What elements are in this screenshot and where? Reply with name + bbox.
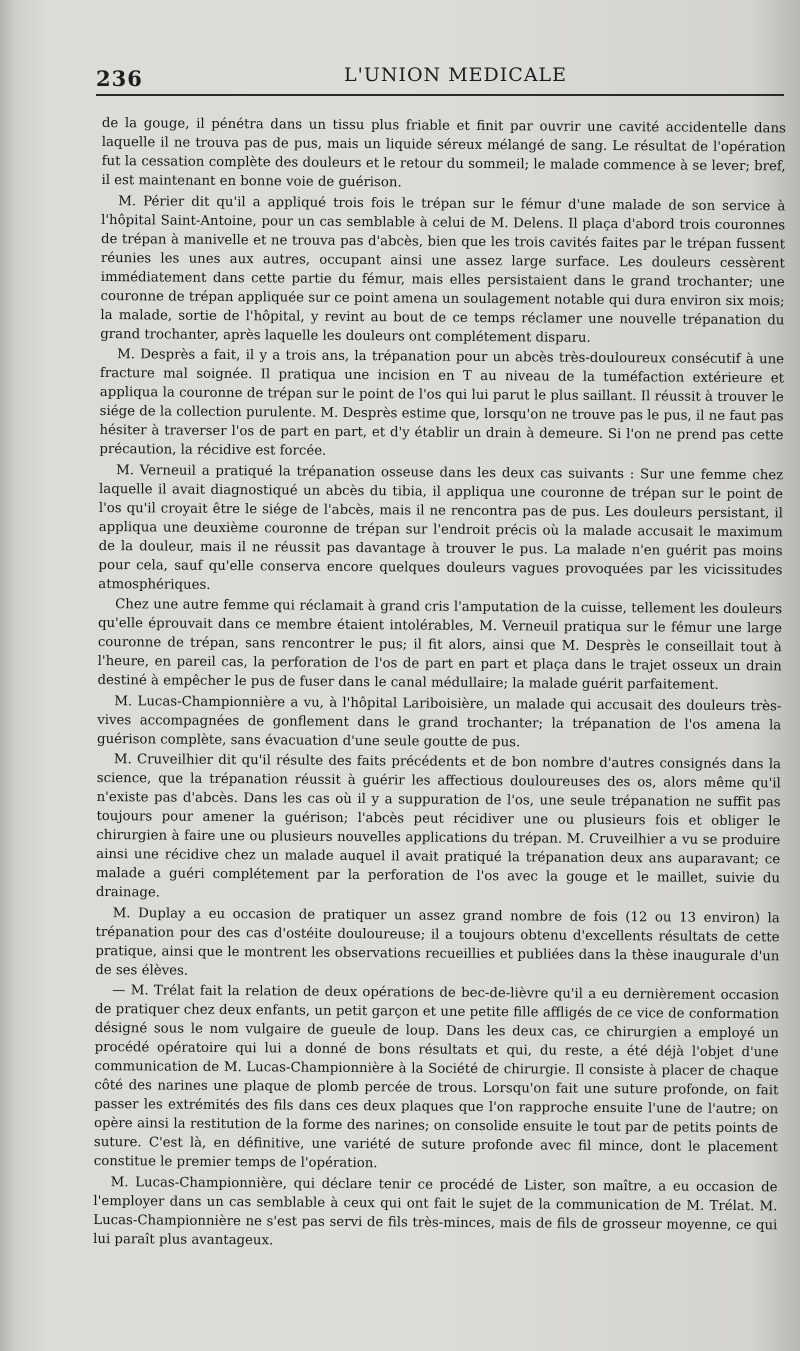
page-edge-shadow <box>0 0 14 1351</box>
paragraph: M. Lucas-Championnière a vu, à l'hôpital Lariboisière, un malade qui accusait des douleurs très-vives accompagnées de gonflement dans le grand trochanter; la trépanation de l'os amena la guérison complète, sans évacuation d'une seule goutte de pus. <box>97 693 782 750</box>
body-text <box>93 114 786 1255</box>
paragraph: M. Cruveilhier dit qu'il résulte des faits précédents et de bon nombre d'autres consignés dans la science, que la trépanation réussit à guérir les affectious douloureuses des os, alors même qu'il n'existe pas d'abcès. Dans les cas où il y a suppuration de l'os, une seule trépanation ne suffit pas toujours pour amener la guérison; l'abcès peut récidiver une ou plusieurs fois et obliger le chirurgien à faire une ou plusieurs nouvelles applications du trépan. M. Cruveilhier a vu se produire ainsi une récidive chez un malade auquel il avait pratiqué la trépanation deux ans auparavant; ce malade a guéri complétement par la perforation de l'os avec la gouge et le maillet, suivie du drainage. <box>95 752 781 901</box>
paragraph: M. Desprès a fait, il y a trois ans, la trépanation pour un abcès très-douloureux consécutif à une fracture mal soignée. Il pratiqua une incision en T au niveau de la tuméfaction extérieure et appliqua la couronne de trépan sur le point de l'os qui lui parut le plus saillant. Il réussit à trouver le siége de la collection purulente. M. Desprès estime que, lorsqu'on ne trouve pas le pus, il ne faut pas hésiter à traverser l'os de part en part, et d'y établir un drain à demeure. Si l'on ne prend pas cette précaution, la récidive est forcée. <box>99 347 785 459</box>
paragraph: M. Lucas-Championnière, qui déclare tenir ce procédé de Lister, son maître, a eu occasion de l'employer dans un cas semblable à ceux qui ont fait le sujet de la communication de M. Trélat. M. Lucas-Championnière ne s'est pas servi de fils très-minces, mais de fils de grosseur moyenne, ce qui lui paraît plus avantageux. <box>93 1174 778 1248</box>
page-header <box>96 62 784 92</box>
paragraph: Chez une autre femme qui réclamait à grand cris l'amputation de la cuisse, tellement les douleurs qu'elle éprouvait dans ce membre étaient intolérables, M. Verneuil pratiqua sur le fémur une large couronne de trépan, sans rencontrer le pus; il fit alors, ainsi que M. Desprès le conseillait tout à l'heure, en pareil cas, la perforation de l'os de part en part et plaça dans le trajet osseux un drain destiné à empêcher le pus de fuser dans le canal médullaire; la malade guérit parfaitement. <box>97 597 783 693</box>
paragraph: M. Duplay a eu occasion de pratiquer un assez grand nombre de fois (12 ou 13 environ) la trépanation pour des cas d'ostéite douloureuse; il a toujours obtenu d'excellents résultats de cette pratique, ainsi que le montrent les observations recueillies et publiées dans la thèse inaugurale d'un de ses élèves. <box>95 905 780 979</box>
page-number: 236 <box>96 66 143 91</box>
paragraph: — M. Trélat fait la relation de deux opérations de bec-de-lièvre qu'il a eu dernièrement occasion de pratiquer chez deux enfants, un petit garçon et une petite fille affligés de ce vice de conformation désigné sous le nom vulgaire de gueule de loup. Dans les deux cas, ce chirurgien a employé un procédé opératoire qui lui a donné de bons résultats et qui, du reste, a été déjà l'objet d'une communication de M. Lucas-Championnière à la Société de chirurgie. Il consiste à placer de chaque côté des narines une plaque de plomb percée de trous. Lorsqu'on fait une suture profonde, on fait passer les extrémités des fils dans ces deux plaques que l'on rapproche ensuite l'une de l'autre; on opère ainsi la restitution de la forme des narines; on consolide ensuite le tout par de petits points de suture. C'est là, en définitive, une variété de suture profonde avec fil mince, dont le placement constitue le premier temps de l'opération. <box>93 983 780 1172</box>
header-rule <box>96 94 784 96</box>
paragraph: de la gouge, il pénétra dans un tissu plus friable et finit par ouvrir une cavité accidentelle dans laquelle il ne trouva pas de pus, mais un liquide séreux mélangé de sang. Le résultat de l'opération fut la cessation complète des douleurs et le retour du sommeil; le malade commence à se lever; bref, il est maintenant en bonne voie de guérison. <box>101 115 786 191</box>
journal-title: L'UNION MEDICALE <box>344 64 568 86</box>
paragraph: M. Périer dit qu'il a appliqué trois fois le trépan sur le fémur d'une malade de son service à l'hôpital Saint-Antoine, pour un cas semblable à celui de M. Delens. Il plaça d'abord trois couronnes de trépan à manivelle et ne trouva pas d'abcès, bien que les trois cavités faites par le trépan fussent réunies les unes aux autres, occupant ainsi une assez large surface. Les douleurs cessèrent immédiatement dans cette partie du fémur, mais elles persistaient dans le grand trochanter; une couronne de trépan appliquée sur ce point amena un soulagement notable qui dura environ six mois; la malade, sortie de l'hôpital, y revint au bout de ce temps réclamer une nouvelle trépanation du grand trochanter, après laquelle les douleurs ont complétement disparu. <box>100 193 786 346</box>
paragraph: M. Verneuil a pratiqué la trépanation osseuse dans les deux cas suivants : Sur une femme chez laquelle il avait diagnostiqué un abcès du tibia, il appliqua une couronne de trépan sur le point de l'os qu'il croyait être le siége de l'abcès, mais il ne rencontra pas de pus. Les douleurs persistant, il appliqua une deuxième couronne de trépan sur l'endroit précis où la malade accusait le maximum de la douleur, mais il ne réussit pas davantage à trouver le pus. La malade n'en guérit pas moins pour cela, sauf qu'elle conserva encore quelques douleurs vagues provoquées par les vicissitudes atmosphériques. <box>98 462 784 593</box>
